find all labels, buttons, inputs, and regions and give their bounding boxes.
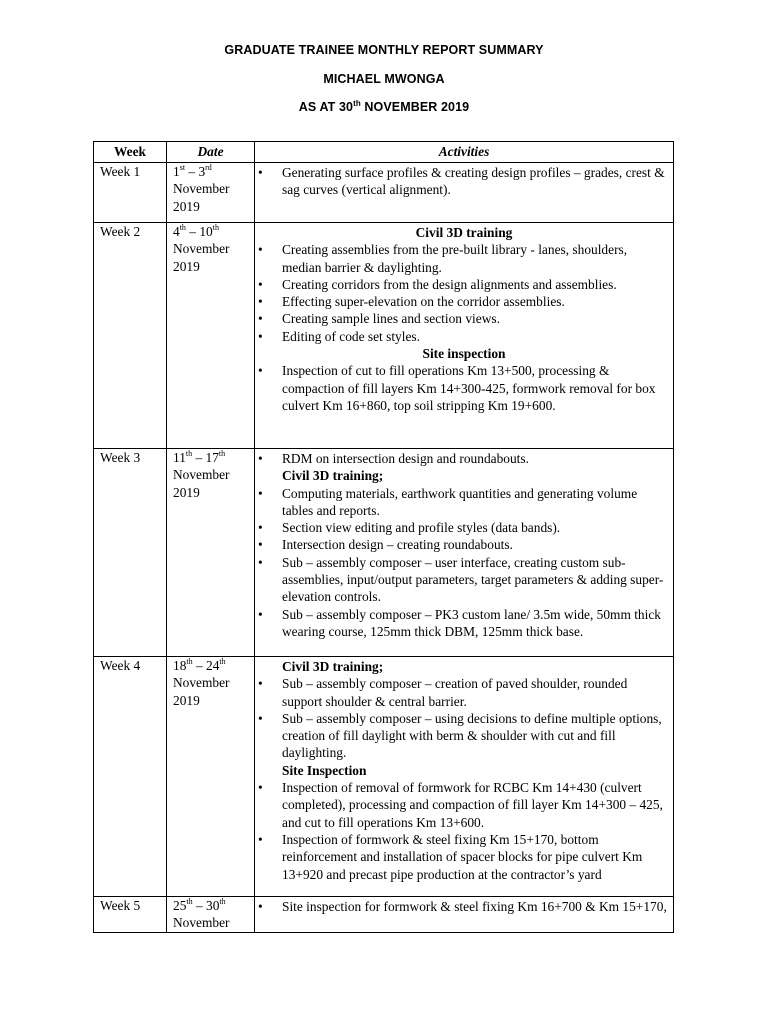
date-part-s2: th [212,223,219,232]
table-row [94,657,674,897]
activity-subheading: Site inspection [422,346,506,362]
trainee-name: MICHAEL MWONGA [323,72,445,86]
column-header-date: Date [167,142,255,163]
date-part-s1: th [185,449,193,458]
date-part-d1: 1 [173,164,180,179]
date-part-mid: – 3 [185,164,206,179]
list-item: • RDM on intersection design and roundabouts. [255,450,673,467]
date-part-s1: th [186,657,193,666]
list-item: • Inspection of cut to fill operations Km 13+500, processing & compaction of fill layers Km 14+300-425, formwork removal for box culvert Km 16+860, top soil stripping Km 19+600. [255,362,673,414]
list-item: • Computing materials, earthwork quantities and generating volume tables and reports. [255,485,673,520]
activities-cell [255,223,674,449]
week-cell: Week 5 [94,897,167,933]
list-item: • Effecting super-elevation on the corridor assemblies. [255,293,673,310]
date-part-d1: 4 [173,224,180,239]
report-title: GRADUATE TRAINEE MONTHLY REPORT SUMMARY [224,43,544,57]
week-cell: Week 2 [94,223,167,449]
activity-subheading: Civil 3D training [415,225,513,240]
column-header-activities: Activities [255,142,674,163]
date-cell [167,163,255,223]
date-cell [167,897,255,933]
activities-cell [255,449,674,657]
date-range [173,657,254,674]
table-row [94,223,674,449]
date-month: November [173,181,230,197]
week-cell: Week 3 [94,449,167,657]
list-item: • Inspection of removal of formwork for RCBC Km 14+430 (culvert completed), processing and compaction of fill layer Km 14+300 – 425, and cut to fill operations Km 13+600. [255,779,673,831]
date-month: November [173,915,230,931]
list-item: • Creating corridors from the design alignments and assemblies. [255,276,673,293]
activity-list [255,485,673,641]
date-month: November [173,467,230,483]
list-item: • Intersection design – creating roundabouts. [255,536,673,553]
list-item: • Creating sample lines and section views. [255,310,673,327]
list-item: • Sub – assembly composer – user interface, creating custom sub-assemblies, input/output parameters, target parameters & adding super-elevation controls. [255,554,673,606]
report-table [93,141,674,933]
list-item: • Sub – assembly composer – creation of paved shoulder, rounded support shoulder & central barrier. [255,675,673,710]
date-part-mid: – 10 [185,224,213,239]
date-part-s2: th [219,897,226,906]
date-cell [167,657,255,897]
activity-list [255,898,673,915]
date-part-s2: th [219,657,226,666]
table-row [94,163,674,223]
table-body [94,163,674,933]
activity-subheading: Civil 3D training; [282,468,384,484]
activity-list [255,241,673,345]
activity-subheading: Site Inspection [282,762,367,778]
activities-cell [255,163,674,223]
list-item: • Generating surface profiles & creating design profiles – grades, crest & sag curves (vertical alignment). [255,164,673,199]
date-month: November [173,241,230,257]
column-header-week: Week [94,142,167,163]
date-range [173,449,254,466]
date-range [173,163,254,180]
date-year: 2019 [173,258,200,274]
activity-list [255,164,673,199]
activity-subheading: Civil 3D training; [282,659,384,674]
list-item: • Site inspection for formwork & steel fixing Km 16+700 & Km 15+170, [255,898,673,915]
date-part-s2: rd [205,163,212,172]
table-row [94,897,674,933]
date-part-d1: 18 [173,658,187,673]
list-item: • Sub – assembly composer – PK3 custom lane/ 3.5m wide, 50mm thick wearing course, 125mm thick DBM, 125mm thick base. [255,606,673,641]
report-date-prefix: AS AT 30 [298,100,354,114]
date-year: 2019 [173,198,200,214]
date-part-s1: st [179,163,186,172]
activities-cell [255,897,674,933]
report-date-suffix: NOVEMBER 2019 [360,100,470,114]
week-cell: Week 4 [94,657,167,897]
date-part-mid: – 30 [192,898,220,913]
date-month: November [173,675,230,691]
date-part-mid: – 24 [192,658,220,673]
activity-list [255,450,673,467]
date-part-s1: th [186,897,193,906]
date-part-mid: – 17 [192,450,219,465]
activity-list [255,675,673,761]
date-part-s1: th [179,223,186,232]
date-part-s2: th [218,449,226,458]
list-item: • Sub – assembly composer – using decisions to define multiple options, creation of fill daylight with berm & shoulder with cut and fill daylighting. [255,710,673,762]
date-part-d1: 11 [173,450,186,465]
activity-list [255,779,673,883]
list-item: • Inspection of formwork & steel fixing Km 15+170, bottom reinforcement and installation of spacer blocks for pipe culvert Km 13+920 and precast pipe production at the contractor’s yard [255,831,673,883]
date-range [173,897,254,914]
activities-cell [255,657,674,897]
date-cell [167,449,255,657]
date-range [173,223,254,240]
date-year: 2019 [173,484,200,500]
date-cell [167,223,255,449]
report-date [0,100,768,114]
table-row [94,449,674,657]
date-part-d1: 25 [173,898,187,913]
list-item: • Section view editing and profile styles (data bands). [255,519,673,536]
list-item: • Creating assemblies from the pre-built library - lanes, shoulders, median barrier & daylighting. [255,241,673,276]
table-header-row [94,142,674,163]
date-year: 2019 [173,692,200,708]
list-item: • Editing of code set styles. [255,328,673,345]
week-cell: Week 1 [94,163,167,223]
activity-list [255,362,673,414]
report-date-suffix-sup: th [353,99,361,108]
